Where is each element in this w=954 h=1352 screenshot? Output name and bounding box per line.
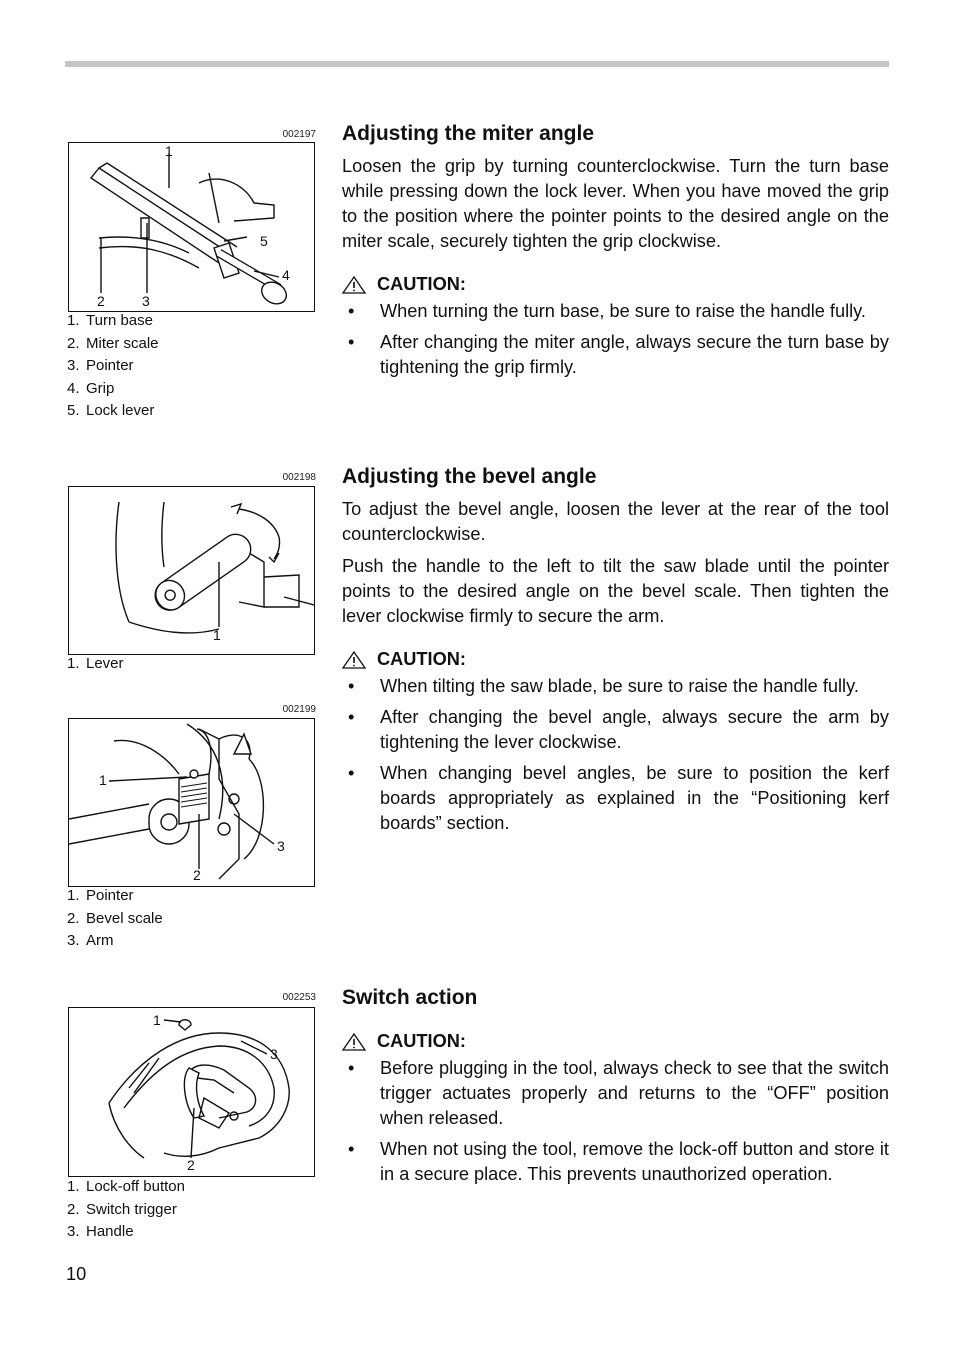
caution-label: CAUTION: bbox=[377, 274, 466, 294]
list-item: • After changing the miter angle, always secure the turn base by tightening the grip firmly. bbox=[348, 332, 889, 377]
legend-item: 3. Handle bbox=[67, 1223, 134, 1241]
callout-label: 2 bbox=[193, 867, 201, 883]
legend-item: 1. Lever bbox=[67, 655, 124, 672]
header-rule bbox=[65, 61, 889, 67]
list-item: • When tilting the saw blade, be sure to raise the handle fully. bbox=[348, 676, 859, 696]
figure-bevel-illustration bbox=[68, 718, 315, 887]
list-item: • After changing the bevel angle, always secure the arm by tightening the lever clockwise. bbox=[348, 707, 889, 752]
figure-legend bbox=[67, 653, 124, 676]
section-title: Adjusting the bevel angle bbox=[342, 465, 597, 488]
list-item: • When changing bevel angles, be sure to position the kerf boards appropriately as explained in the “Positioning kerf boards” section. bbox=[348, 763, 889, 833]
section-title: Adjusting the miter angle bbox=[342, 122, 595, 145]
caution-label: CAUTION: bbox=[377, 1031, 466, 1051]
list-item: • When not using the tool, remove the lock-off button and store it in a secure place. This prevents unauthorized operation. bbox=[348, 1139, 889, 1184]
callout-label: 1 bbox=[165, 143, 173, 159]
caution-heading bbox=[342, 649, 889, 670]
figure-code: 002198 bbox=[282, 472, 316, 483]
callout-label: 3 bbox=[270, 1046, 278, 1062]
figure-code: 002199 bbox=[282, 704, 316, 715]
warning-triangle-icon bbox=[342, 1033, 366, 1051]
caution-label: CAUTION: bbox=[377, 649, 466, 669]
figure-code: 002253 bbox=[282, 992, 316, 1003]
section-miter bbox=[342, 122, 889, 386]
paragraph: Push the handle to the left to tilt the saw blade until the pointer points to the desired angle on the bevel scale. Then tighten the lever clockwise firmly to secure the arm. bbox=[342, 556, 889, 626]
figure-legend bbox=[67, 1176, 185, 1244]
section-title: Switch action bbox=[342, 986, 478, 1009]
figure-switch-illustration bbox=[68, 1007, 315, 1177]
figure-legend bbox=[67, 885, 163, 953]
callout-label: 3 bbox=[277, 838, 285, 854]
caution-list bbox=[342, 1056, 889, 1187]
figure-miter-illustration bbox=[68, 142, 315, 312]
legend-item: 3. Arm bbox=[67, 932, 114, 950]
legend-item: 1. Lock-off button bbox=[67, 1178, 185, 1195]
legend-item: 1. Pointer bbox=[67, 887, 134, 904]
legend-item: 4. Grip bbox=[67, 379, 115, 397]
legend-item: 2. Switch trigger bbox=[67, 1200, 177, 1218]
list-item: • Before plugging in the tool, always check to see that the switch trigger actuates properly and returns to the “OFF” position when released. bbox=[348, 1058, 889, 1128]
callout-label: 2 bbox=[187, 1157, 195, 1173]
legend-item: 5. Lock lever bbox=[67, 402, 155, 420]
section-bevel bbox=[342, 465, 889, 842]
caution-list bbox=[342, 674, 889, 836]
callout-label: 1 bbox=[213, 627, 221, 643]
legend-item: 2. Miter scale bbox=[67, 334, 159, 352]
callout-label: 4 bbox=[282, 267, 290, 283]
warning-triangle-icon bbox=[342, 651, 366, 669]
paragraph: To adjust the bevel angle, loosen the lever at the rear of the tool counterclockwise. bbox=[342, 499, 889, 544]
section-switch bbox=[342, 986, 889, 1193]
legend-item: 1. Turn base bbox=[67, 312, 153, 329]
warning-triangle-icon bbox=[342, 276, 366, 294]
legend-item: 3. Pointer bbox=[67, 357, 134, 375]
figure-code: 002197 bbox=[282, 129, 316, 140]
callout-label: 3 bbox=[142, 293, 150, 309]
caution-heading bbox=[342, 1031, 889, 1052]
legend-item: 2. Bevel scale bbox=[67, 909, 163, 927]
callout-label: 2 bbox=[97, 293, 105, 309]
figure-legend bbox=[67, 310, 159, 423]
paragraph: Loosen the grip by turning counterclockwise. Turn the turn base while pressing down the lock lever. When you have moved the grip to the position where the pointer points to the desired angle on the miter scale, securely tighten the grip clockwise. bbox=[342, 156, 889, 251]
list-item: • When turning the turn base, be sure to raise the handle fully. bbox=[348, 301, 866, 321]
figure-lever-illustration bbox=[68, 486, 315, 655]
caution-list bbox=[342, 299, 889, 380]
callout-label: 5 bbox=[260, 233, 268, 249]
page-number: 10 bbox=[66, 1264, 87, 1284]
callout-label: 1 bbox=[99, 772, 107, 788]
callout-label: 1 bbox=[153, 1012, 161, 1028]
caution-heading bbox=[342, 274, 889, 295]
